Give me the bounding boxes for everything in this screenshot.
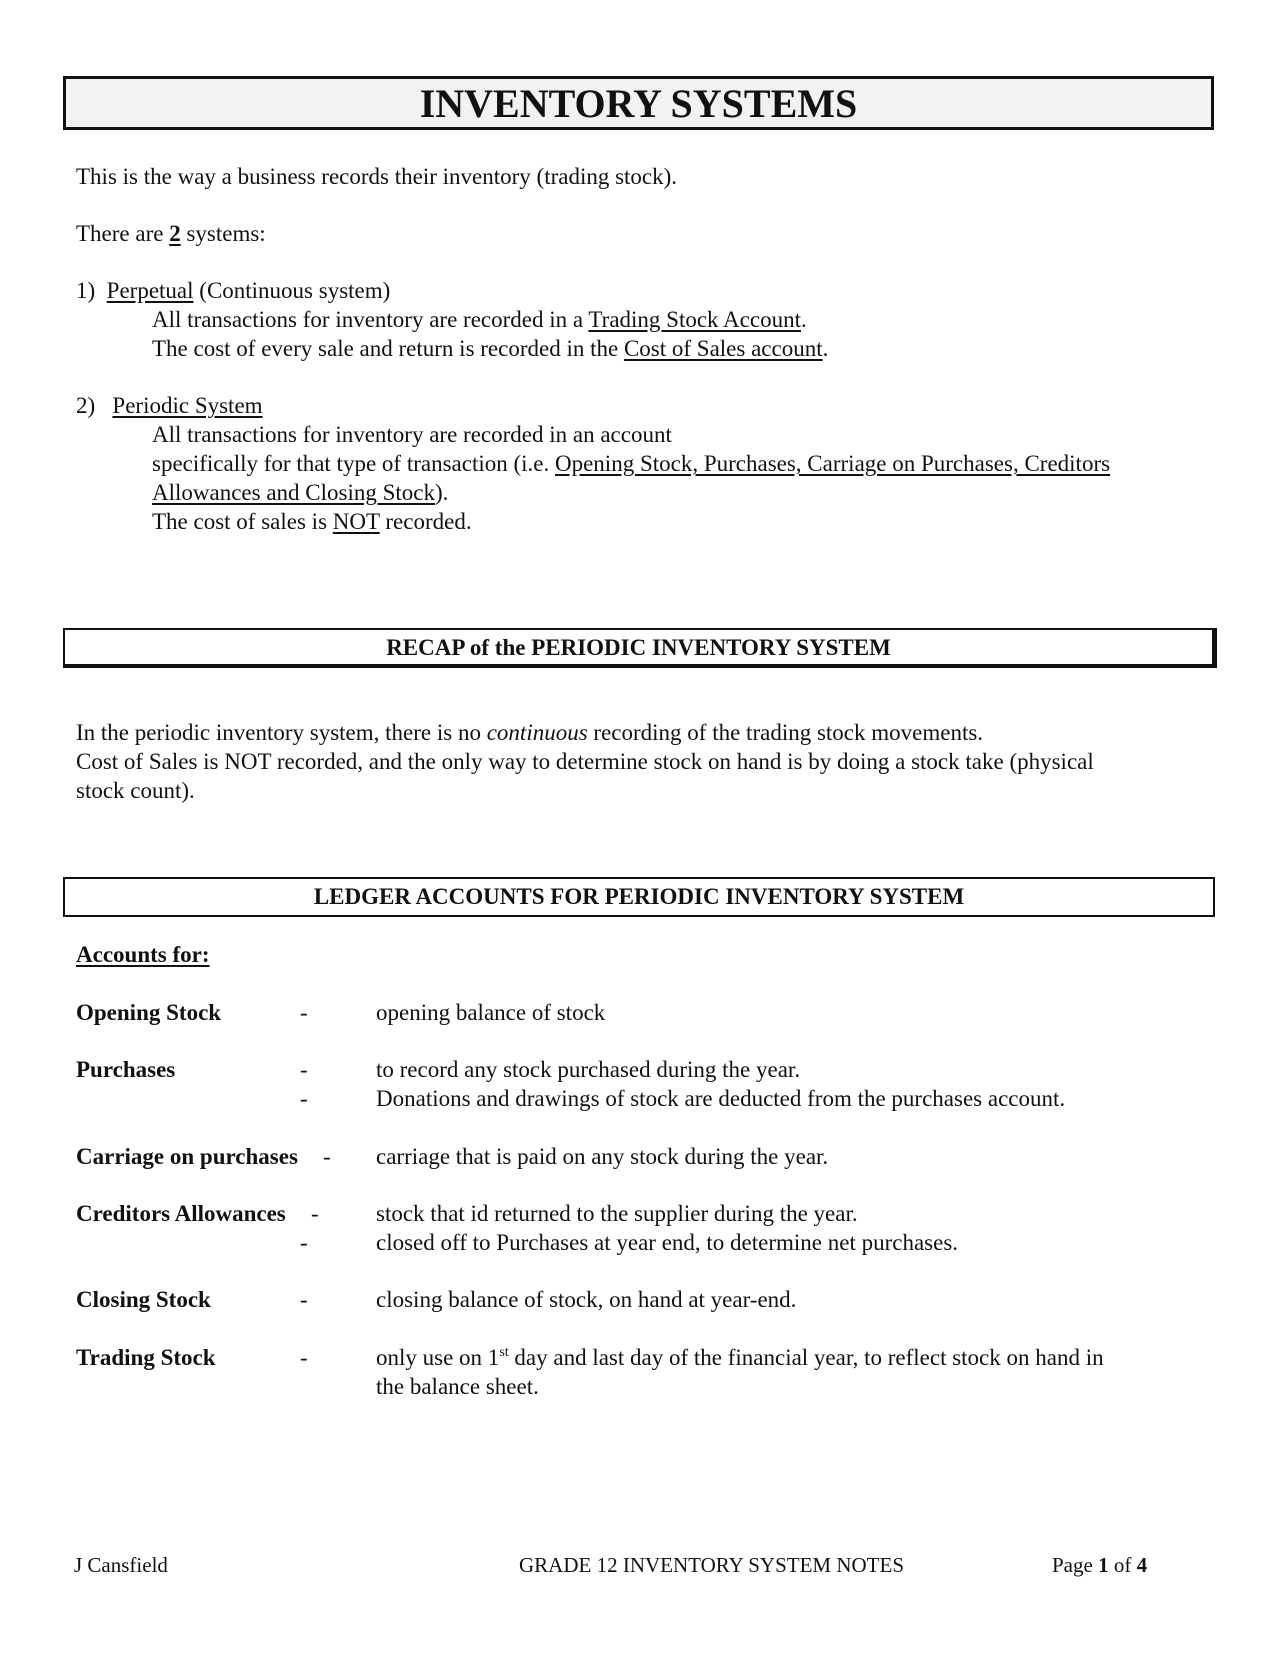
periodic-line-3: Allowances and Closing Stock).	[152, 480, 449, 505]
recap-line-2: Cost of Sales is NOT recorded, and the only way to determine stock on hand is by doing a stock take (physical	[76, 749, 1094, 774]
trading-stock-account-term: Trading Stock Account	[588, 307, 801, 332]
perpetual-name: Perpetual	[106, 278, 194, 303]
account-name: Purchases	[76, 1057, 176, 1082]
account-dash: -	[323, 1144, 331, 1169]
periodic-name: Periodic System	[112, 393, 263, 418]
accounts-subheading: Accounts for:	[76, 942, 210, 967]
account-name: Creditors Allowances	[76, 1201, 286, 1226]
account-dash: -	[300, 1345, 308, 1370]
account-description: only use on 1st day and last day of the financial year, to reflect stock on hand in	[376, 1345, 1104, 1370]
recap-heading-box	[63, 628, 1217, 668]
recap-heading: RECAP of the PERIODIC INVENTORY SYSTEM	[386, 635, 891, 660]
ordinal-suffix: st	[499, 1345, 509, 1360]
account-description: closing balance of stock, on hand at year-end.	[376, 1287, 797, 1312]
footer-author: J Cansfield	[74, 1553, 168, 1577]
account-dash: -	[311, 1201, 319, 1226]
cost-of-sales-term: Cost of Sales account	[623, 336, 823, 361]
footer-page-number: Page 1 of 4	[1052, 1553, 1148, 1577]
periodic-line-2: specifically for that type of transaction (i.e. Opening Stock, Purchases, Carriage on Purchases, Creditors	[152, 451, 1111, 476]
intro-line: This is the way a business records their inventory (trading stock).	[76, 164, 678, 189]
systems-count: 2	[169, 221, 181, 246]
account-dash: -	[300, 1287, 308, 1312]
perpetual-line-1: All transactions for inventory are recorded in a Trading Stock Account.	[152, 307, 807, 332]
account-name: Trading Stock	[76, 1345, 216, 1370]
page-title: INVENTORY SYSTEMS	[419, 81, 858, 126]
account-name: Opening Stock	[76, 1000, 222, 1025]
page-title-box	[63, 76, 1214, 130]
recap-line-1: In the periodic inventory system, there is no continuous recording of the trading stock movements.	[76, 720, 984, 745]
ledger-heading-box	[63, 877, 1215, 917]
account-description: opening balance of stock	[376, 1000, 606, 1025]
continuous-term: continuous	[486, 720, 588, 745]
account-description: stock that id returned to the supplier during the year.	[376, 1201, 858, 1226]
account-name: Closing Stock	[76, 1287, 211, 1312]
periodic-heading: 2) Periodic System	[76, 393, 263, 418]
perpetual-heading: 1) Perpetual (Continuous system)	[76, 278, 391, 303]
footer-doc-title: GRADE 12 INVENTORY SYSTEM NOTES	[519, 1553, 905, 1577]
periodic-line-4: The cost of sales is NOT recorded.	[152, 509, 472, 534]
systems-count-line: There are 2 systems:	[76, 221, 266, 246]
not-emphasis: NOT	[332, 509, 380, 534]
account-dash: -	[300, 1230, 308, 1255]
account-dash: -	[300, 1000, 308, 1025]
periodic-accounts-term: Opening Stock, Purchases, Carriage on Purchases, Creditors	[554, 451, 1111, 476]
ledger-heading: LEDGER ACCOUNTS FOR PERIODIC INVENTORY SYSTEM	[313, 884, 965, 909]
account-description: carriage that is paid on any stock during the year.	[376, 1144, 829, 1169]
perpetual-line-2: The cost of every sale and return is recorded in the Cost of Sales account.	[152, 336, 829, 361]
account-name: Carriage on purchases	[76, 1144, 298, 1169]
account-dash: -	[300, 1057, 308, 1082]
account-description: the balance sheet.	[376, 1374, 539, 1399]
account-description: closed off to Purchases at year end, to determine net purchases.	[376, 1230, 959, 1255]
account-description: to record any stock purchased during the year.	[376, 1057, 801, 1082]
recap-line-3: stock count).	[76, 778, 195, 803]
account-dash: -	[300, 1086, 308, 1111]
periodic-line-1: All transactions for inventory are recorded in an account	[152, 422, 672, 447]
account-description: Donations and drawings of stock are deducted from the purchases account.	[376, 1086, 1066, 1111]
periodic-accounts-term-cont: Allowances and Closing Stock	[152, 480, 435, 505]
